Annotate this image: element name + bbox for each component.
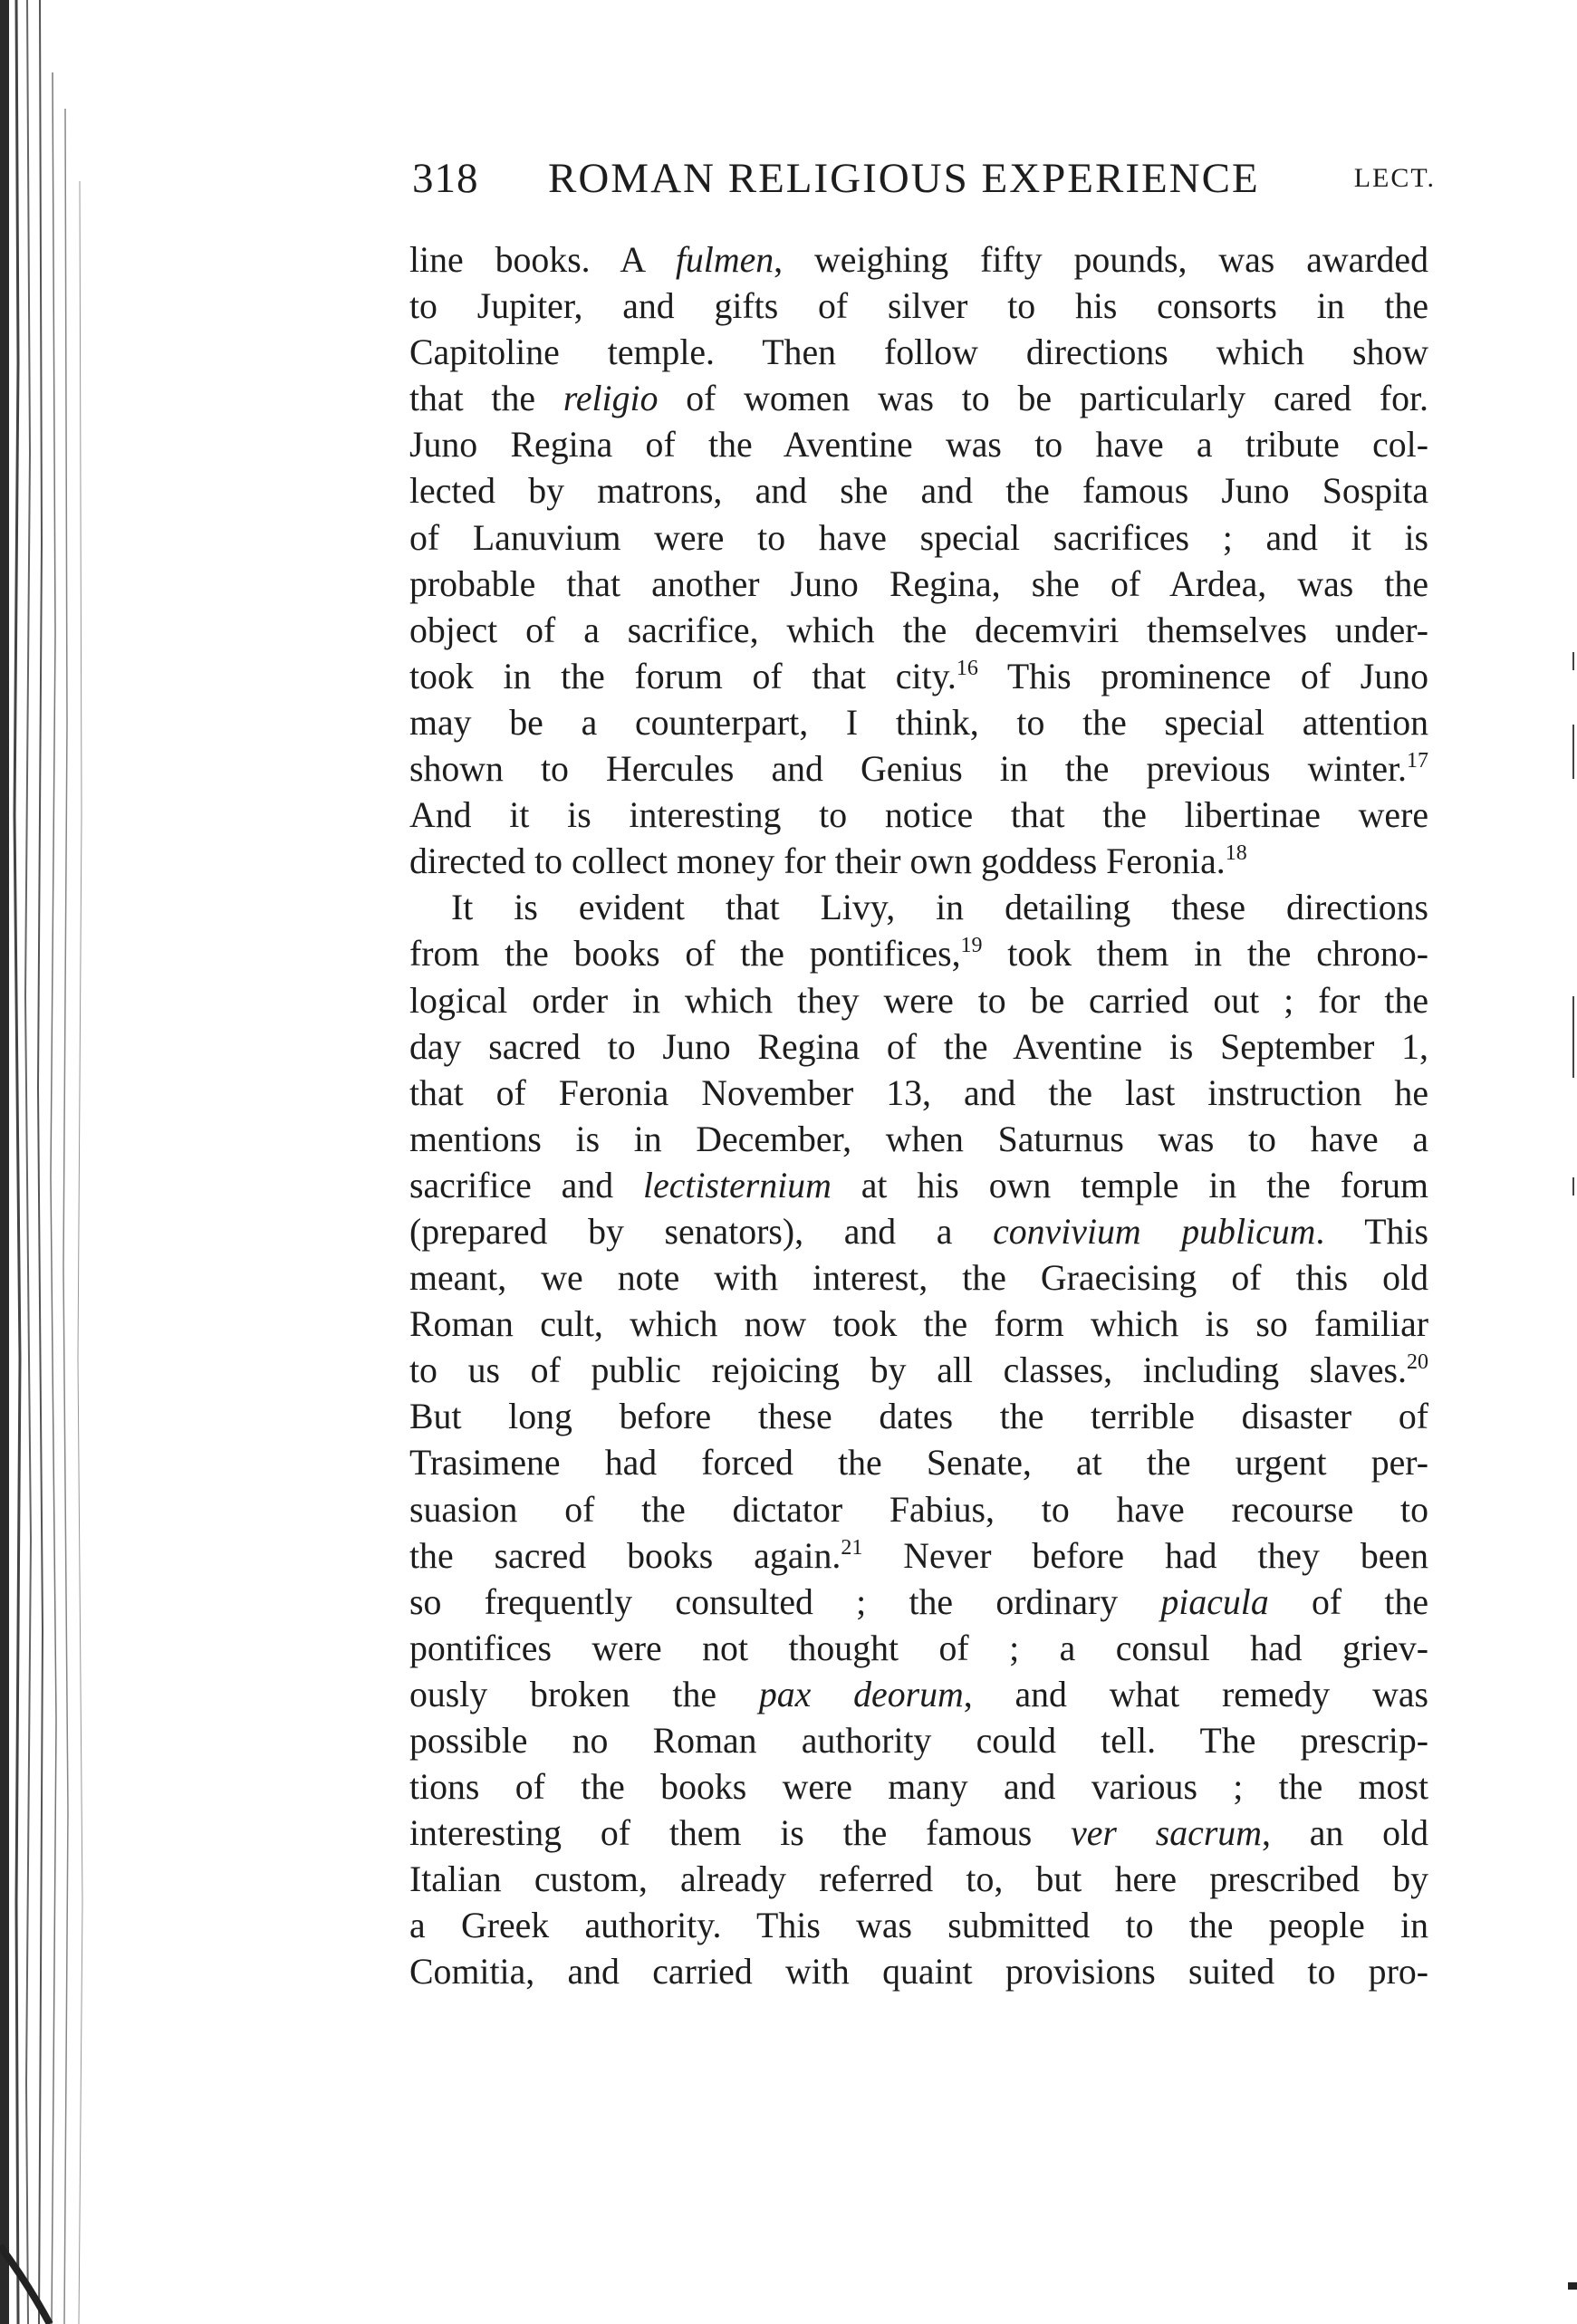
text-segment: probable that another Juno Regina, she of Ardea, was the xyxy=(409,563,1428,604)
text-segment: Italian custom, already referred to, but here prescribed by xyxy=(409,1859,1428,1900)
text-line xyxy=(409,1071,1428,1117)
text-segment: so frequently consulted ; the ordinary xyxy=(409,1581,1161,1622)
text-line xyxy=(409,237,1428,283)
text-segment: And it is interesting to notice that the libertinae were xyxy=(409,795,1428,836)
text-segment: that of Feronia November 13, and the last instruction he xyxy=(409,1072,1428,1113)
text-segment: possible no Roman authority could tell. The prescrip- xyxy=(409,1721,1428,1761)
text-line xyxy=(409,468,1428,514)
text-segment: (prepared by senators), and a xyxy=(409,1211,994,1252)
text-segment: This prominence of Juno xyxy=(977,656,1428,696)
text-segment: took them in the chrono- xyxy=(982,934,1428,975)
text-line xyxy=(409,562,1428,608)
text-line xyxy=(409,1394,1428,1440)
footnote-marker: 19 xyxy=(960,934,983,958)
footnote-marker: 20 xyxy=(1407,1350,1428,1375)
italic-term: religio xyxy=(563,379,659,419)
text-segment: of women was to be particularly cared for. xyxy=(658,379,1429,419)
text-line xyxy=(409,1626,1428,1672)
text-segment: Capitoline temple. Then follow directions which show xyxy=(409,332,1428,373)
body-text xyxy=(409,237,1428,1996)
text-line xyxy=(409,885,1428,931)
italic-term: piacula xyxy=(1160,1581,1269,1622)
text-line xyxy=(409,1533,1428,1580)
italic-term: pax deorum xyxy=(758,1674,964,1714)
text-segment: , and what remedy was xyxy=(963,1674,1429,1714)
text-segment: , weighing fifty pounds, was awarded xyxy=(774,240,1428,280)
text-segment: pontifices were not thought of ; a consul had griev- xyxy=(409,1628,1428,1668)
text-segment: ously broken the xyxy=(409,1674,759,1714)
text-segment: Roman cult, which now took the form which is so familiar xyxy=(409,1304,1428,1345)
section-abbrev: LECT. xyxy=(1353,163,1436,193)
text-segment: sacrifice and xyxy=(409,1165,644,1205)
text-line xyxy=(409,1672,1428,1718)
text-segment: . This xyxy=(1315,1211,1428,1252)
text-line xyxy=(409,515,1428,562)
text-line xyxy=(409,376,1428,422)
text-segment: Juno Regina of the Aventine was to have a tribute col- xyxy=(409,425,1428,466)
text-line xyxy=(409,330,1428,376)
text-line xyxy=(409,422,1428,468)
text-line xyxy=(409,792,1428,839)
text-line xyxy=(409,700,1428,746)
text-segment: day sacred to Juno Regina of the Aventine is September 1, xyxy=(409,1026,1428,1067)
text-line xyxy=(409,283,1428,330)
text-line xyxy=(409,978,1428,1024)
text-line xyxy=(409,1810,1428,1857)
text-segment: that the xyxy=(409,379,563,419)
text-line xyxy=(409,839,1428,885)
text-line xyxy=(409,1301,1428,1348)
text-line xyxy=(409,1949,1428,1995)
page-right-edge xyxy=(1566,0,1577,2324)
footnote-marker: 17 xyxy=(1407,749,1428,773)
text-segment: line books. A xyxy=(409,240,676,280)
text-line xyxy=(409,1764,1428,1810)
text-line xyxy=(409,1024,1428,1071)
text-segment: suasion of the dictator Fabius, to have recourse to xyxy=(409,1489,1428,1530)
text-segment: lected by matrons, and she and the famous Juno Sospita xyxy=(409,471,1428,512)
running-title: ROMAN RELIGIOUS EXPERIENCE xyxy=(548,155,1260,202)
text-line xyxy=(409,1903,1428,1949)
page-number: 318 xyxy=(412,155,479,202)
text-line xyxy=(409,1440,1428,1486)
text-segment: from the books of the pontifices, xyxy=(409,934,961,975)
text-segment: may be a counterpart, I think, to the special attention xyxy=(409,702,1428,743)
text-segment: a Greek authority. This was submitted to the people in xyxy=(409,1906,1428,1946)
text-segment: of the xyxy=(1268,1581,1428,1622)
text-segment: took in the forum of that city. xyxy=(409,656,957,696)
text-line xyxy=(409,1209,1428,1255)
footnote-marker: 18 xyxy=(1225,841,1247,866)
text-segment: Never before had they been xyxy=(862,1535,1428,1576)
text-line xyxy=(409,1348,1428,1394)
text-line xyxy=(409,1718,1428,1764)
text-line xyxy=(409,1857,1428,1903)
text-segment: directed to collect money for their own goddess Feronia. xyxy=(409,841,1226,882)
text-line xyxy=(409,746,1428,792)
text-segment: to us of public rejoicing by all classes, including slaves. xyxy=(409,1350,1407,1391)
text-segment: to Jupiter, and gifts of silver to his consorts in the xyxy=(409,286,1428,327)
text-line xyxy=(409,1117,1428,1163)
italic-term: fulmen xyxy=(675,240,774,280)
text-segment: of Lanuvium were to have special sacrifices ; and it is xyxy=(409,517,1428,558)
text-segment: But long before these dates the terrible disaster of xyxy=(409,1397,1428,1437)
text-segment: interesting of them is the famous xyxy=(409,1813,1072,1854)
text-segment: mentions is in December, when Saturnus was to have a xyxy=(409,1119,1428,1159)
text-line xyxy=(409,1580,1428,1626)
text-segment: Trasimene had forced the Senate, at the urgent per- xyxy=(409,1443,1428,1484)
text-line xyxy=(409,931,1428,977)
text-segment: Comitia, and carried with quaint provisions suited to pro- xyxy=(409,1952,1428,1993)
text-segment: at his own temple in the forum xyxy=(831,1165,1428,1205)
text-segment: It is evident that Livy, in detailing these directions xyxy=(451,888,1428,928)
text-segment: , an old xyxy=(1261,1813,1429,1854)
text-segment: meant, we note with interest, the Graecising of this old xyxy=(409,1258,1428,1299)
footnote-marker: 16 xyxy=(956,656,978,680)
italic-term: lectisternium xyxy=(643,1165,832,1205)
text-segment: tions of the books were many and various ; the most xyxy=(409,1767,1428,1808)
footnote-marker: 21 xyxy=(841,1535,863,1560)
page-header xyxy=(412,154,1436,217)
text-line xyxy=(409,608,1428,654)
italic-term: ver sacrum xyxy=(1071,1813,1262,1854)
text-segment: logical order in which they were to be carried out ; for the xyxy=(409,980,1428,1021)
text-segment: shown to Hercules and Genius in the previous winter. xyxy=(409,749,1407,790)
text-line xyxy=(409,1255,1428,1301)
text-line xyxy=(409,1487,1428,1533)
italic-term: convivium publicum xyxy=(993,1211,1316,1252)
page-binding-edge xyxy=(0,0,100,2324)
text-segment: the sacred books again. xyxy=(409,1535,841,1576)
text-segment: object of a sacrifice, which the decemviri themselves under- xyxy=(409,610,1428,650)
text-line xyxy=(409,654,1428,700)
text-line xyxy=(409,1163,1428,1209)
